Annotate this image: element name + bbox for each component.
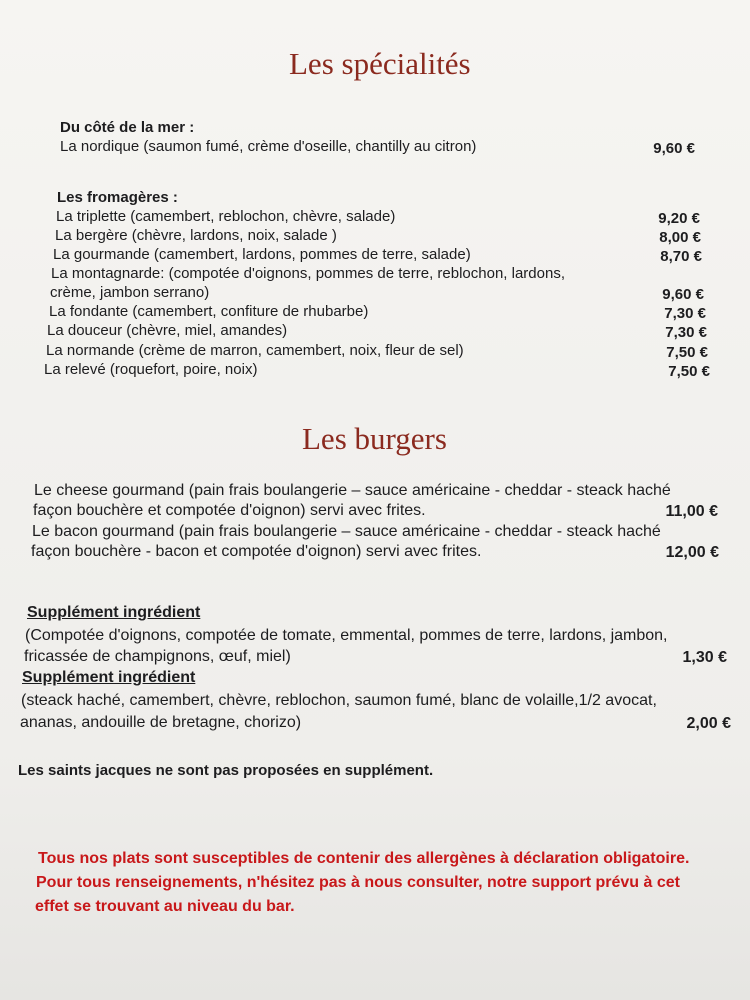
menu-item-fondante: La fondante (camembert, confiture de rhubarbe) (49, 303, 369, 320)
menu-item-douceur: La douceur (chèvre, miel, amandes) (47, 322, 288, 339)
menu-item-montagnarde-cont: crème, jambon serrano) (50, 284, 210, 301)
price-gourmande: 8,70 € (660, 248, 702, 265)
price-fondante: 7,30 € (664, 305, 706, 322)
menu-item-normande: La normande (crème de marron, camembert, noix, fleur de sel) (46, 342, 464, 359)
price-nordique: 9,60 € (653, 140, 695, 157)
burger-cheese-line2: façon bouchère et compotée d'oignon) servi avec frites. (33, 502, 426, 519)
supplement-heading-1: Supplément ingrédient (27, 604, 201, 621)
supplement-heading-2: Supplément ingrédient (22, 669, 196, 686)
price-burger-cheese: 11,00 € (665, 503, 718, 520)
supplement-1-line2: fricassée de champignons, œuf, miel) (24, 648, 291, 665)
menu-item-montagnarde: La montagnarde: (compotée d'oignons, pommes de terre, reblochon, lardons, (51, 265, 565, 282)
burger-bacon-line2: façon bouchère - bacon et compotée d'oignon) servi avec frites. (31, 543, 482, 560)
price-supplement-1: 1,30 € (682, 649, 727, 666)
allergen-line-1: Tous nos plats sont susceptibles de contenir des allergènes à déclaration obligatoire. (38, 850, 690, 867)
specialites-title: Les spécialités (289, 46, 471, 81)
price-bergere: 8,00 € (659, 229, 701, 246)
supplement-1-line1: (Compotée d'oignons, compotée de tomate, emmental, pommes de terre, lardons, jambon, (25, 627, 668, 644)
menu-item-bergere: La bergère (chèvre, lardons, noix, salade ) (55, 227, 337, 244)
fromageres-heading: Les fromagères : (57, 189, 178, 206)
mer-heading: Du côté de la mer : (60, 119, 195, 136)
supplement-2-line2: ananas, andouille de bretagne, chorizo) (20, 714, 302, 731)
price-releve: 7,50 € (668, 363, 710, 380)
burger-bacon-line1: Le bacon gourmand (pain frais boulangerie – sauce américaine - cheddar - steack haché (32, 523, 661, 540)
saint-jacques-note: Les saints jacques ne sont pas proposées en supplément. (18, 762, 434, 779)
burgers-title: Les burgers (302, 421, 447, 456)
allergen-line-3: effet se trouvant au niveau du bar. (35, 898, 295, 915)
allergen-line-2: Pour tous renseignements, n'hésitez pas à nous consulter, notre support prévu à cet (36, 874, 680, 891)
price-normande: 7,50 € (666, 344, 708, 361)
price-montagnarde: 9,60 € (662, 286, 704, 303)
menu-item-gourmande: La gourmande (camembert, lardons, pommes de terre, salade) (53, 246, 471, 263)
menu-item-triplette: La triplette (camembert, reblochon, chèvre, salade) (56, 208, 396, 225)
menu-item-nordique: La nordique (saumon fumé, crème d'oseille, chantilly au citron) (60, 138, 477, 155)
menu-item-releve: La relevé (roquefort, poire, noix) (44, 361, 258, 378)
supplement-2-line1: (steack haché, camembert, chèvre, reblochon, saumon fumé, blanc de volaille,1/2 avocat, (21, 692, 657, 709)
price-supplement-2: 2,00 € (686, 715, 731, 732)
burger-cheese-line1: Le cheese gourmand (pain frais boulangerie – sauce américaine - cheddar - steack haché (34, 482, 671, 499)
price-burger-bacon: 12,00 € (665, 544, 719, 561)
price-triplette: 9,20 € (658, 210, 700, 227)
price-douceur: 7,30 € (665, 324, 707, 341)
